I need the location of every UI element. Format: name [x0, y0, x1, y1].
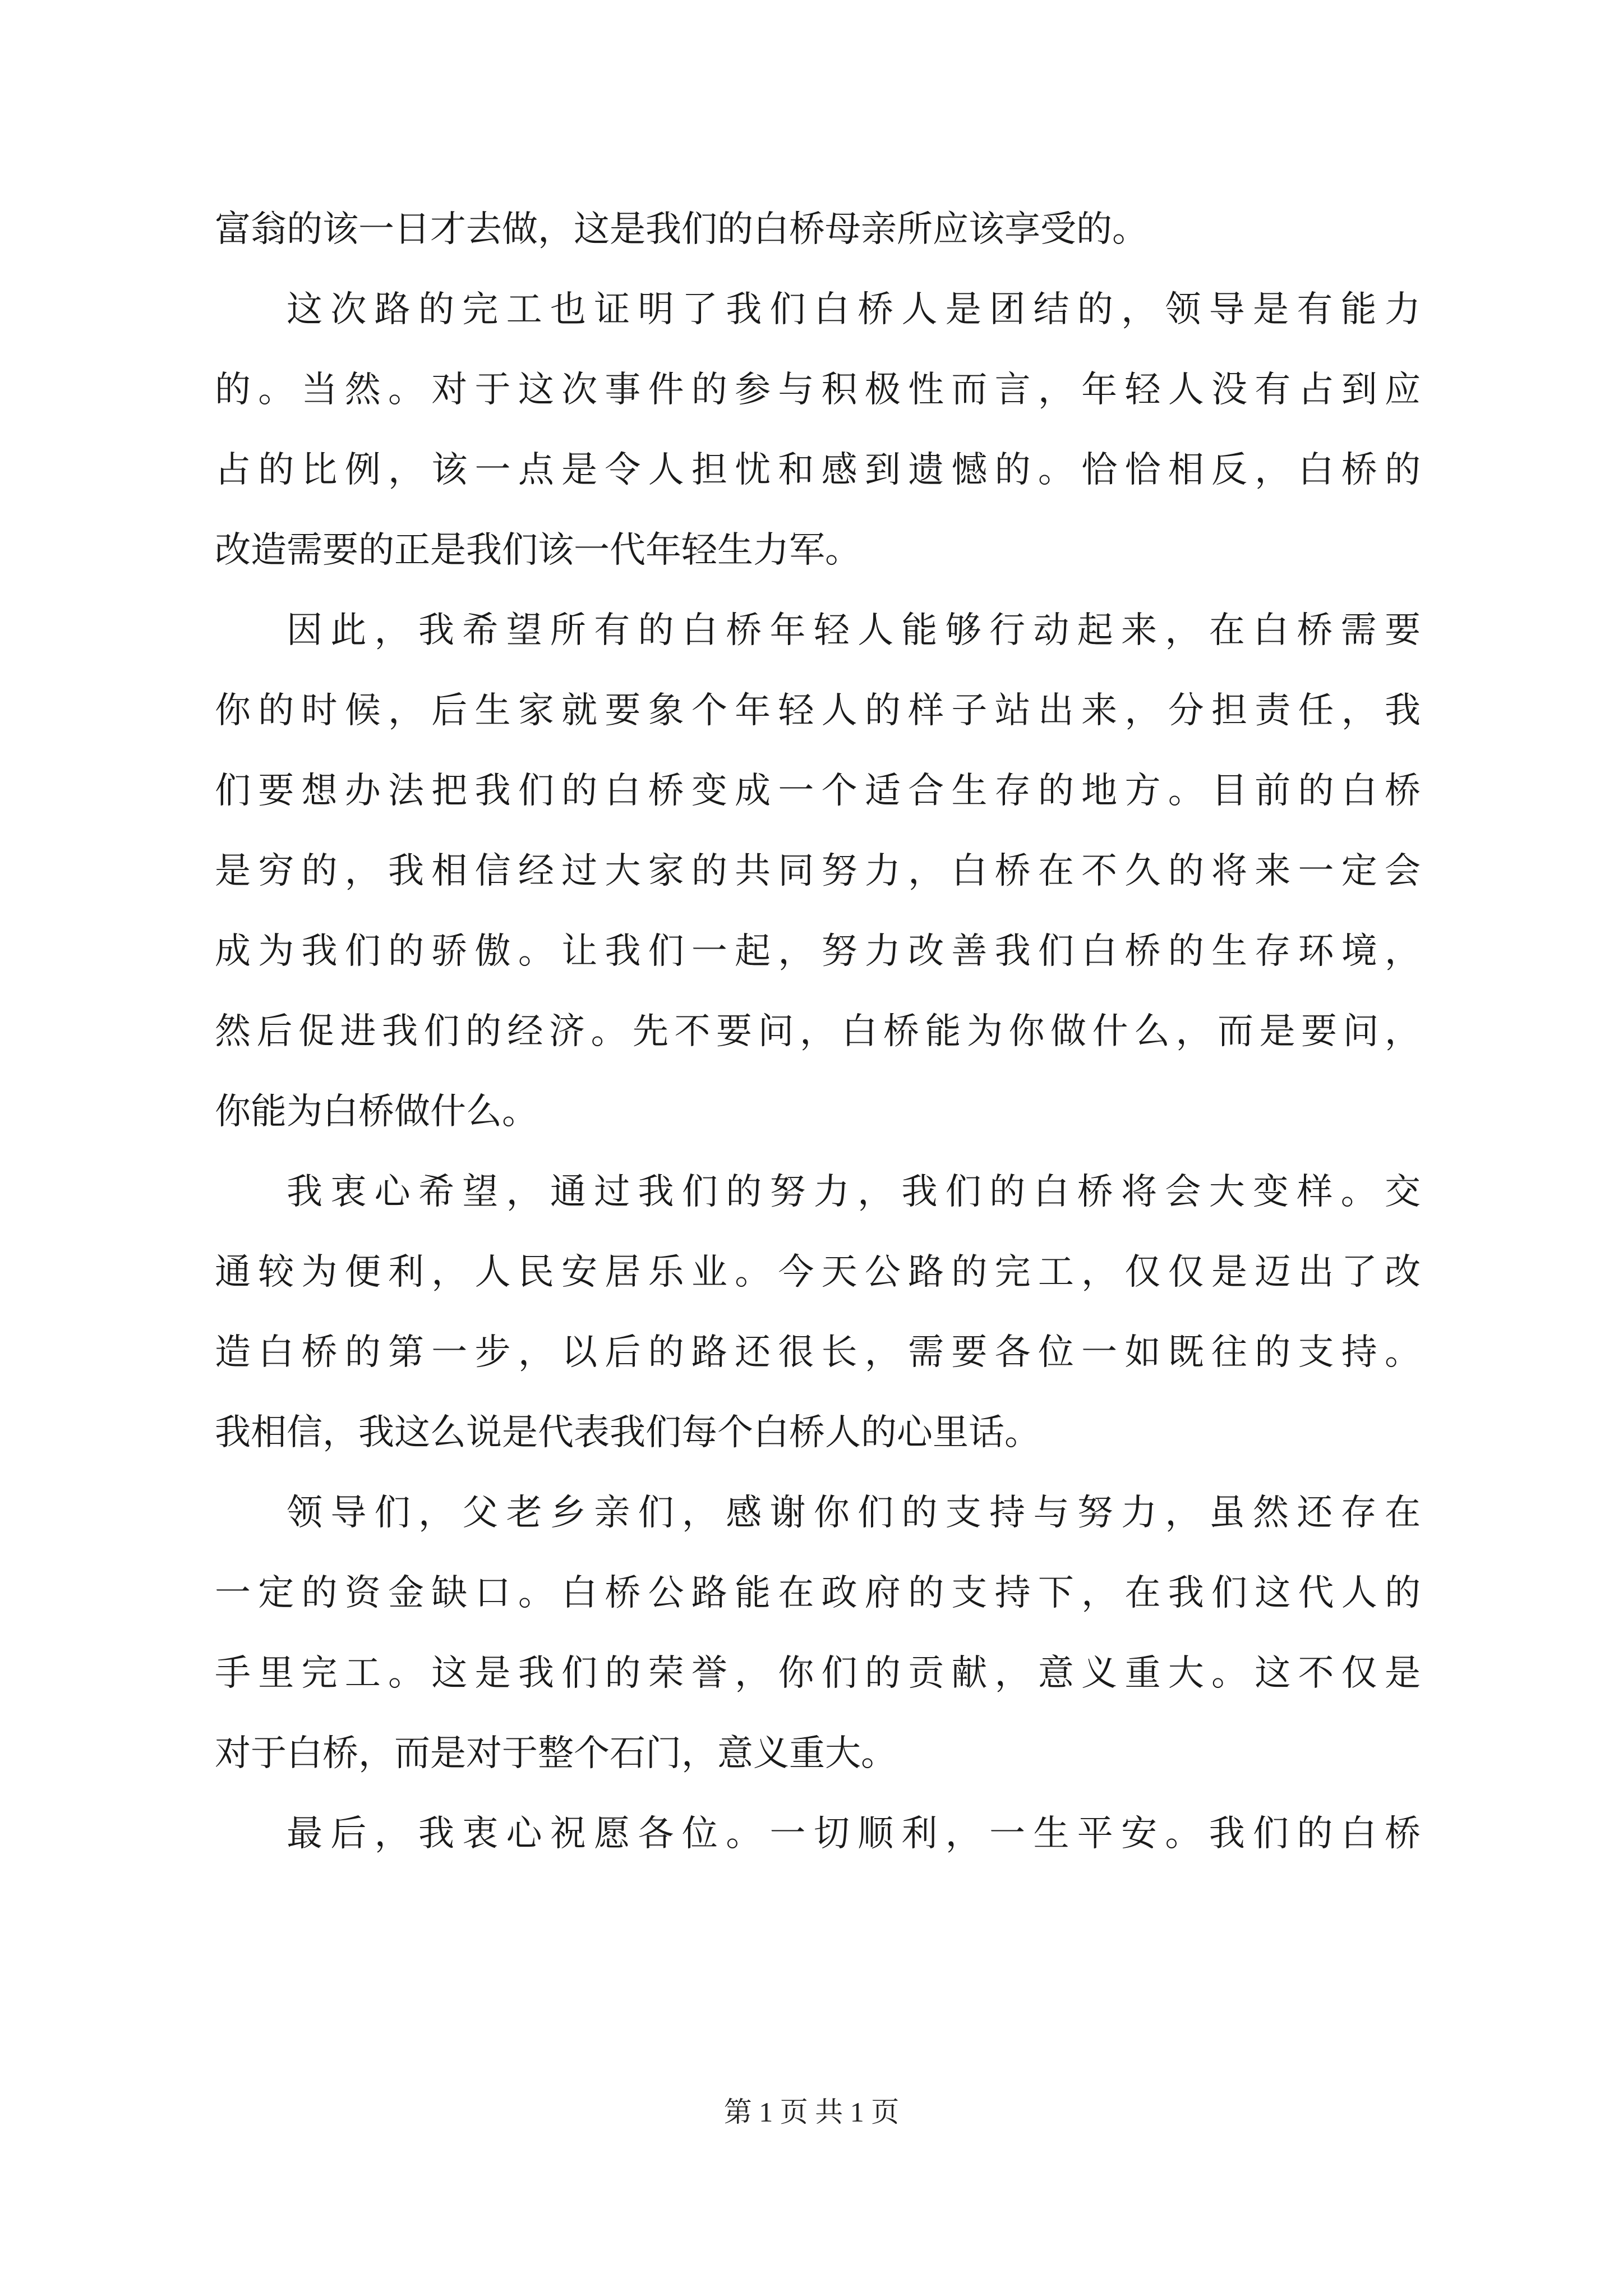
page-number-label: 第 1 页 共 1 页 [723, 2096, 900, 2128]
page-footer [0, 2092, 1623, 2132]
text-line: 改造需要的正是我们该一代年轻生力军。 [215, 530, 861, 571]
text-line: 我衷心希望，通过我们的努力，我们的白桥将会大变样。交 [287, 1171, 1421, 1213]
text-line: 一定的资金缺口。白桥公路能在政府的支持下，在我们这代人的 [215, 1572, 1421, 1614]
text-line: 们要想办法把我们的白桥变成一个适合生存的地方。目前的白桥 [215, 770, 1421, 812]
body-text [215, 190, 1421, 1874]
text-line: 对于白桥，而是对于整个石门，意义重大。 [215, 1733, 897, 1774]
text-line: 占的比例，该一点是令人担忧和感到遗憾的。恰恰相反，白桥的 [215, 449, 1421, 491]
text-line: 因此，我希望所有的白桥年轻人能够行动起来，在白桥需要 [287, 610, 1421, 651]
text-line: 富翁的该一日才去做，这是我们的白桥母亲所应该享受的。 [215, 209, 1148, 250]
text-line: 你的时候，后生家就要象个年轻人的样子站出来，分担责任，我 [215, 690, 1421, 731]
text-line: 是穷的，我相信经过大家的共同努力，白桥在不久的将来一定会 [215, 850, 1421, 892]
text-line: 成为我们的骄傲。让我们一起，努力改善我们白桥的生存环境， [215, 931, 1421, 972]
text-line: 你能为白桥做什么。 [215, 1091, 538, 1133]
text-line: 手里完工。这是我们的荣誉，你们的贡献，意义重大。这不仅是 [215, 1653, 1421, 1694]
text-line: 我相信，我这么说是代表我们每个白桥人的心里话。 [215, 1412, 1040, 1453]
text-line: 然后促进我们的经济。先不要问，白桥能为你做什么，而是要问， [215, 1011, 1421, 1052]
text-line: 领导们，父老乡亲们，感谢你们的支持与努力，虽然还存在 [287, 1492, 1421, 1534]
text-line: 最后，我衷心祝愿各位。一切顺利，一生平安。我们的白桥 [287, 1813, 1421, 1855]
text-line: 的。当然。对于这次事件的参与积极性而言，年轻人没有占到应 [215, 369, 1421, 411]
text-line: 通较为便利，人民安居乐业。今天公路的完工，仅仅是迈出了改 [215, 1251, 1421, 1293]
text-line: 造白桥的第一步，以后的路还很长，需要各位一如既往的支持。 [215, 1332, 1421, 1373]
text-line: 这次路的完工也证明了我们白桥人是团结的，领导是有能力 [287, 289, 1421, 330]
